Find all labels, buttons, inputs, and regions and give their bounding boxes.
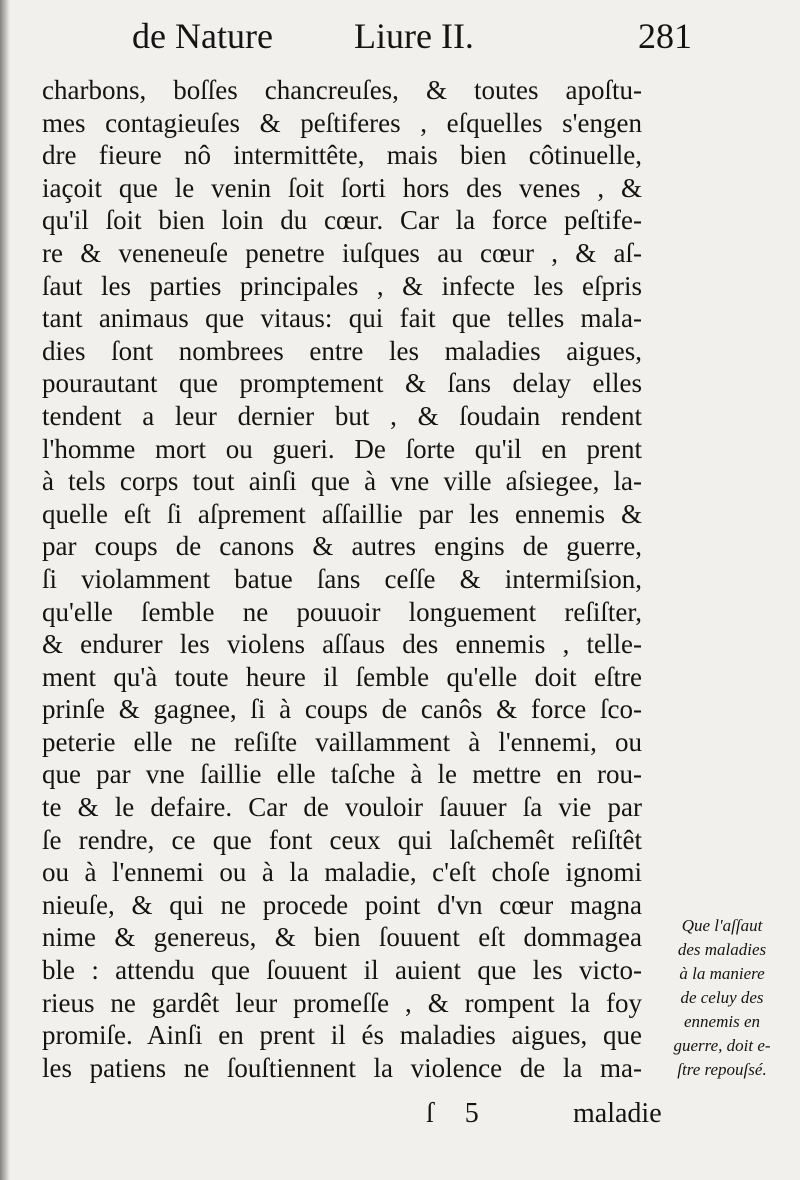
signature-mark: ſ 5 <box>426 1098 491 1129</box>
text-line: dre fieure nô intermittête, mais bien côtinuelle, <box>42 140 642 171</box>
margin-note-line: ſtre repouſsé. <box>677 1060 767 1079</box>
text-line: tendent a leur dernier but , & ſoudain rendent <box>42 400 642 431</box>
margin-note-line: guerre, doit e- <box>673 1036 771 1055</box>
text-line: dies ſont nombrees entre les maladies aigues, <box>42 335 642 366</box>
text-line: l'homme mort ou gueri. De ſorte qu'il en prent <box>42 433 642 464</box>
margin-note-line: de celuy des <box>680 988 764 1007</box>
text-line: nime & genereus, & bien ſouuent eſt dommagea <box>42 922 642 953</box>
catchword: maladie <box>573 1098 662 1129</box>
text-line: les patiens ne ſouſtiennent la violence de la ma- <box>42 1052 642 1083</box>
text-line: rieus ne gardêt leur promeſſe , & rompent la foy <box>42 987 642 1018</box>
text-line: par coups de canons & autres engins de guerre, <box>42 531 642 562</box>
page-number: 281 <box>638 16 692 56</box>
text-line: ſi violamment batue ſans ceſſe & intermiſsion, <box>42 563 642 594</box>
text-line: ſaut les parties principales , & infecte les eſpris <box>42 270 642 301</box>
margin-note-line: à la maniere <box>679 964 765 983</box>
text-line: qu'elle ſemble ne pouuoir longuement reſiſter, <box>42 596 642 627</box>
margin-note-line: ennemis en <box>683 1012 760 1031</box>
text-line: ble : attendu que ſouuent il auient que les victo- <box>42 955 642 986</box>
body-text <box>42 74 642 1084</box>
running-title: de Nature <box>132 16 273 56</box>
text-line: pourautant que promptement & ſans delay elles <box>42 368 642 399</box>
text-line: ou à l'ennemi ou à la maladie, c'eſt choſe ignomi <box>42 857 642 888</box>
text-line: charbons, boſſes chancreuſes, & toutes apoſtu- <box>42 75 642 105</box>
text-line: tant animaus que vitaus: qui fait que telles mala- <box>42 303 642 334</box>
text-line: ſe rendre, ce que font ceux qui laſchemêt reſiſtêt <box>42 824 642 855</box>
text-line: re & veneneuſe penetre iuſques au cœur , & aſ- <box>42 237 642 268</box>
text-line: iaçoit que le venin ſoit ſorti hors des venes , & <box>42 172 642 203</box>
text-line: à tels corps tout ainſi que à vne ville aſsiegee, la- <box>42 466 642 497</box>
book-label: Liure II. <box>354 16 474 56</box>
margin-note <box>648 914 796 1082</box>
text-line: que par vne ſaillie elle taſche à le mettre en rou- <box>42 759 642 790</box>
text-line: ment qu'à toute heure il ſemble qu'elle doit eſtre <box>42 661 642 692</box>
text-line: qu'il ſoit bien loin du cœur. Car la force peſtife- <box>42 205 642 236</box>
text-line: peterie elle ne reſiſte vaillamment à l'ennemi, ou <box>42 726 642 757</box>
text-line: nieuſe, & qui ne procede point d'vn cœur magna <box>42 889 642 920</box>
text-line: mes contagieuſes & peſtiferes , eſquelles s'engen <box>42 107 642 138</box>
margin-note-line: Que l'aſſaut <box>681 916 763 935</box>
text-line: prinſe & gagnee, ſi à coups de canôs & force ſco- <box>42 694 642 725</box>
text-line: & endurer les violens aſſaus des ennemis , telle- <box>42 629 642 660</box>
text-line: promiſe. Ainſi en prent il és maladies aigues, que <box>42 1020 642 1051</box>
text-line: quelle eſt ſi aſprement aſſaillie par les ennemis & <box>42 498 642 529</box>
text-line: te & le defaire. Car de vouloir ſauuer ſa vie par <box>42 792 642 823</box>
running-head <box>132 10 692 62</box>
margin-note-line: des maladies <box>677 940 767 959</box>
